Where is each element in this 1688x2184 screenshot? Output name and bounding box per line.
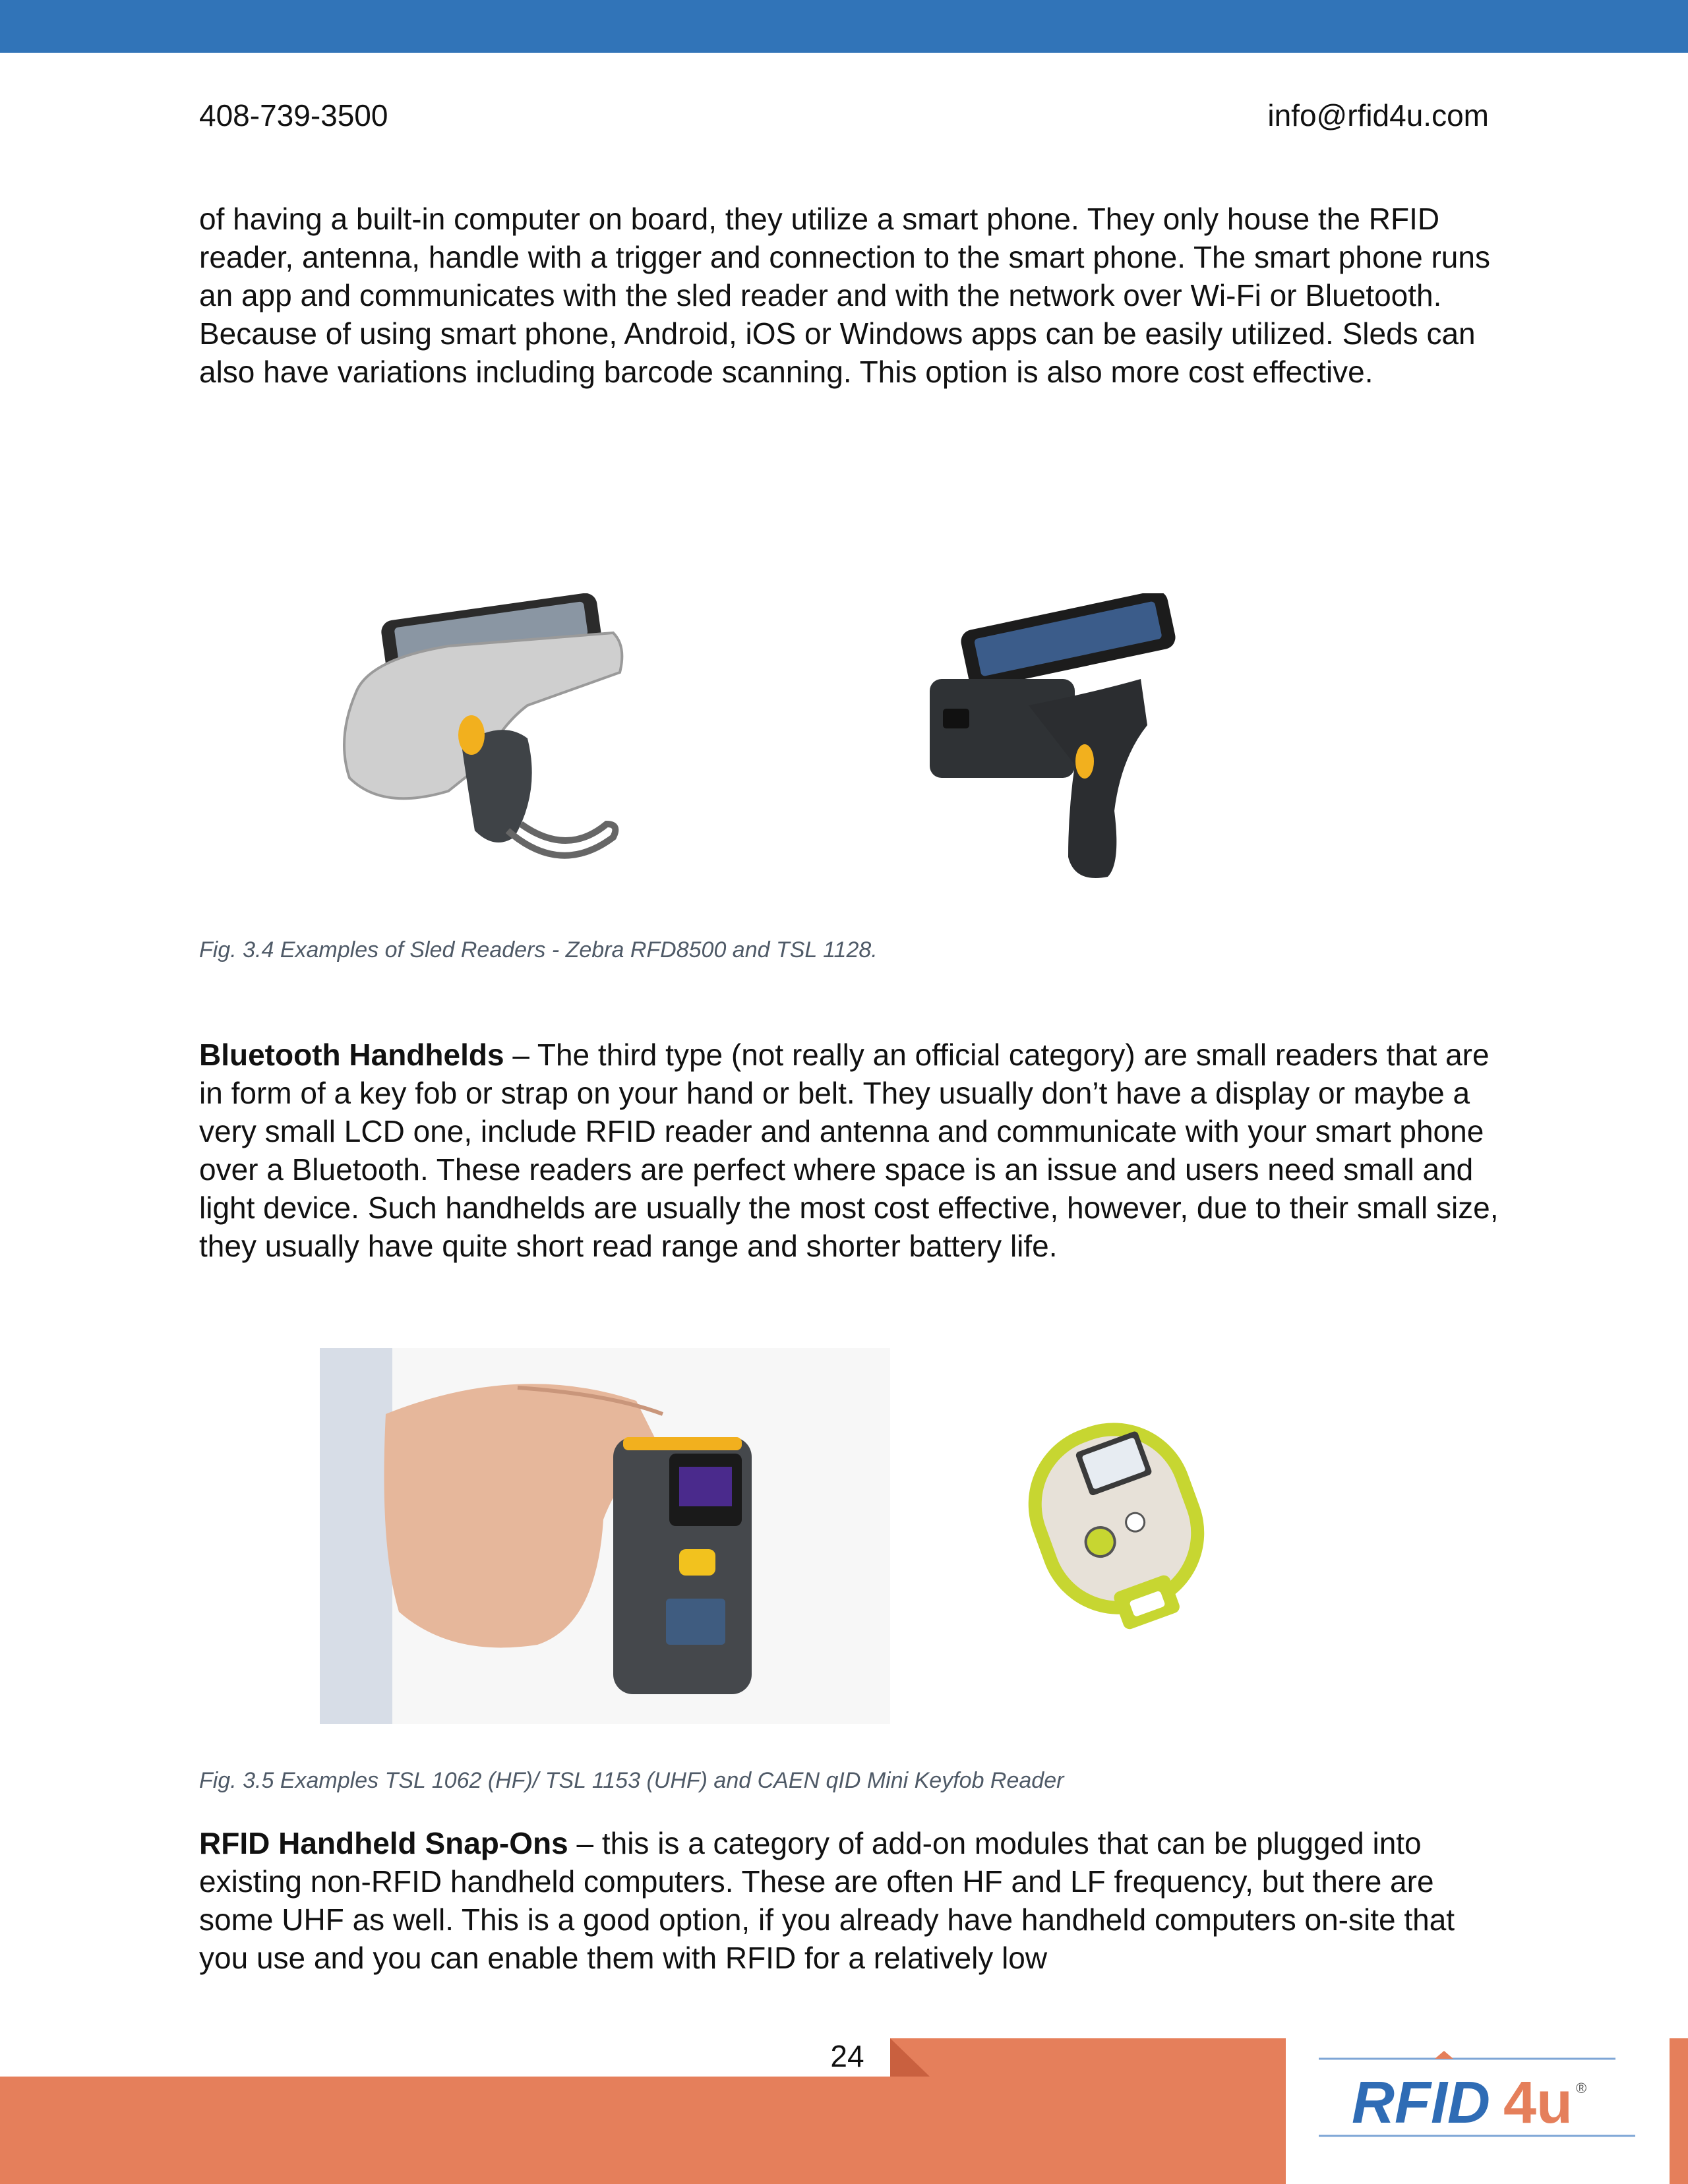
paragraph-sled-readers: of having a built-in computer on board, they utilize a smart phone. They only house the RFID reader, antenna, handle with a trigger and connection to the smart phone. The smart phone runs an app and communicates with the sled reader and with the network over Wi-Fi or Bluetooth. Because of using smart phone, Android, iOS or Windows apps can be easily utilized. Sleds can also have variations including barcode scanning. This option is also more cost effective. bbox=[199, 202, 1490, 389]
footer-fold bbox=[890, 2038, 930, 2077]
tsl-1128-image bbox=[923, 593, 1200, 883]
tsl-1062-hand-image bbox=[320, 1348, 890, 1724]
footer-band-middle bbox=[890, 2038, 1286, 2184]
logo-text-main: RFID bbox=[1352, 2070, 1490, 2136]
figure-3-4-caption: Fig. 3.4 Examples of Sled Readers - Zebra RFD8500 and TSL 1128. bbox=[199, 937, 878, 962]
logo-registered-mark: ® bbox=[1576, 2080, 1587, 2096]
caen-qid-keyfob-image bbox=[1002, 1404, 1226, 1641]
bluetooth-handhelds-text: – The third type (not really an official category) are small readers that are in form of a key fob or strap on your hand or belt. They usually don’t have a display or maybe a very small LCD one, include RFID reader and antenna and communicate with your smart phone over a Bluetooth. These readers are perfect where space is an issue and users need small and light device. Such handhelds are usually the most cost effective, however, due to their small size, they usually have quite short read range and shorter battery life. bbox=[199, 1038, 1499, 1263]
footer-band-right bbox=[1670, 2038, 1688, 2184]
page-number: 24 bbox=[830, 2039, 864, 2073]
logo-text-accent: 4u bbox=[1503, 2070, 1573, 2136]
header-email: info@rfid4u.com bbox=[1267, 98, 1489, 133]
zebra-rfd8500-image bbox=[330, 593, 633, 883]
figure-3-5-caption: Fig. 3.5 Examples TSL 1062 (HF)/ TSL 1153 (UHF) and CAEN qID Mini Keyfob Reader bbox=[199, 1768, 1064, 1793]
top-color-bar bbox=[0, 0, 1688, 53]
snap-ons-text: – this is a category of add-on modules that can be plugged into existing non-RFID handheld computers. These are often HF and LF frequency, but there are some UHF as well. This is a good option, if you already have handheld computers on-site that you use and you can enable them with RFID for a relatively low bbox=[199, 1826, 1455, 1975]
bluetooth-handhelds-heading: Bluetooth Handhelds bbox=[199, 1038, 504, 1072]
rfid4u-logo bbox=[1312, 2047, 1642, 2166]
paragraph-snap-ons bbox=[199, 1824, 1505, 1977]
footer-band-left bbox=[0, 2077, 890, 2184]
snap-ons-heading: RFID Handheld Snap-Ons bbox=[199, 1826, 568, 1860]
paragraph-bluetooth-handhelds bbox=[199, 1036, 1505, 1265]
header-phone: 408-739-3500 bbox=[199, 98, 388, 133]
